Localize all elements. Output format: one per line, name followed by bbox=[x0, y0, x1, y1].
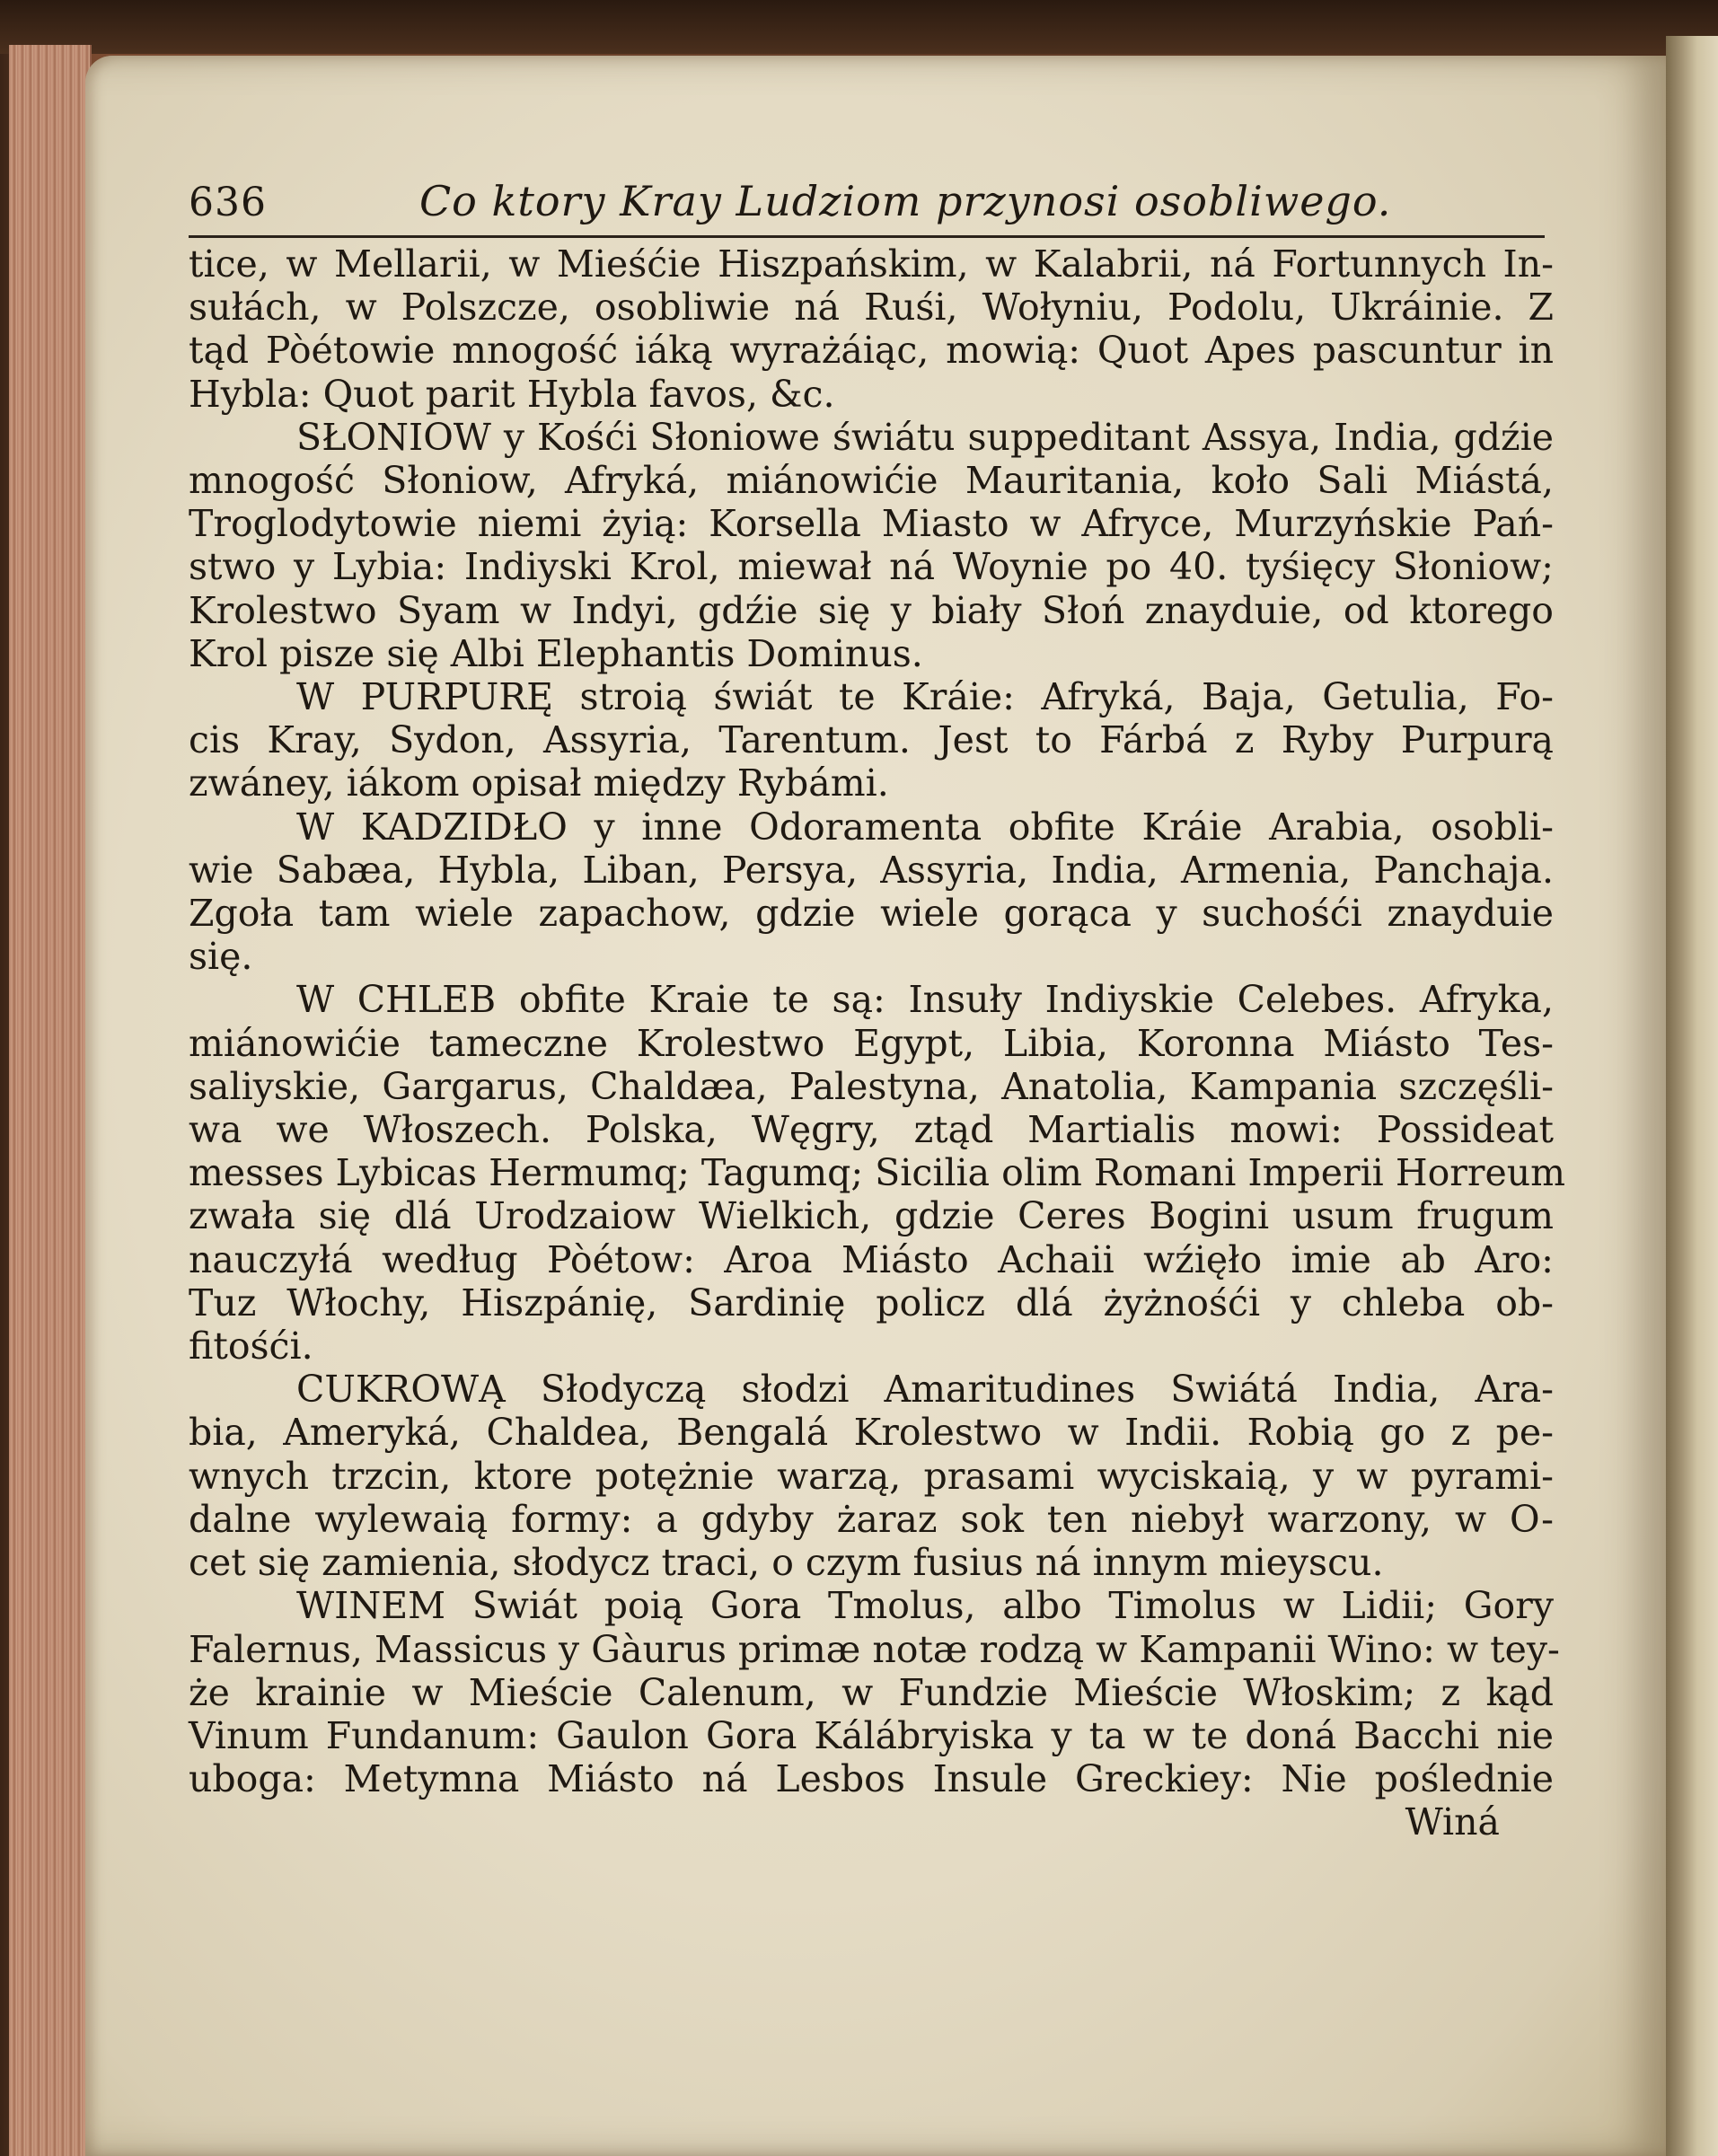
text-line: uboga: Metymna Miásto ná Lesbos Insule Greckiey: Nie poślednie bbox=[189, 1757, 1554, 1801]
text-line: W PURPURĘ stroią świát te Kráie: Afryká, Baja, Getulia, Fo- bbox=[296, 675, 1554, 719]
text-line: fitośći. bbox=[189, 1324, 313, 1368]
text-line: dalne wylewaią formy: a gdyby żaraz sok ten niebył warzony, w O- bbox=[189, 1497, 1554, 1541]
text-line: Hybla: Quot parit Hybla favos, &c. bbox=[189, 372, 835, 416]
text-line: mnogość Słoniow, Afryká, miánowićie Mauritania, koło Sali Miástá, bbox=[189, 459, 1554, 503]
text-line: zwała się dlá Urodzaiow Wielkich, gdzie Ceres Bogini usum frugum bbox=[189, 1194, 1554, 1238]
text-line: CUKROWĄ Słodyczą słodzi Amaritudines Swiátá India, Ara- bbox=[296, 1368, 1554, 1412]
text-line: Tuz Włochy, Hiszpánię, Sardinię policz dlá żyżnośći y chleba ob- bbox=[189, 1280, 1554, 1324]
text-line: Vinum Fundanum: Gaulon Gora Kálábryiska y ta w te doná Bacchi nie bbox=[189, 1713, 1554, 1757]
text-line: wnych trzcin, ktore potężnie warzą, prasami wyciskaią, y w pyrami- bbox=[189, 1454, 1554, 1498]
text-line: miánowićie tameczne Krolestwo Egypt, Libia, Koronna Miásto Tes- bbox=[189, 1021, 1554, 1065]
facing-page-edge bbox=[1666, 36, 1718, 2156]
text-line: wa we Włoszech. Polska, Węgry, ztąd Martialis mowi: Possideat bbox=[189, 1108, 1554, 1152]
text-line: Krolestwo Syam w Indyi, gdźie się y biały Słoń znayduie, od ktorego bbox=[189, 588, 1554, 632]
text-line: cet się zamienia, słodycz traci, o czym fusius ná innym mieyscu. bbox=[189, 1541, 1384, 1585]
text-line: Zgoła tam wiele zapachow, gdzie wiele gorąca y suchośći znayduie bbox=[189, 892, 1554, 936]
text-line: Krol pisze się Albi Elephantis Dominus. bbox=[189, 631, 923, 675]
text-line: zwáney, iákom opisał między Rybámi. bbox=[189, 761, 889, 805]
text-line: cis Kray, Sydon, Assyria, Tarentum. Jest to Fárbá z Ryby Purpurą bbox=[189, 718, 1554, 762]
text-line: nauczyłá według Pòétow: Aroa Miásto Achaii wźięło imie ab Aro: bbox=[189, 1237, 1554, 1281]
text-line: tąd Pòétowie mnogość iáką wyrażáiąc, mowią: Quot Apes pascuntur in bbox=[189, 329, 1554, 373]
header-rule bbox=[189, 235, 1545, 238]
body-text bbox=[189, 242, 1566, 1801]
page-edges bbox=[9, 45, 92, 2156]
text-line: się. bbox=[189, 935, 253, 979]
text-line: Troglodytowie niemi żyią: Korsella Miasto w Afryce, Murzyńskie Pań- bbox=[189, 502, 1554, 546]
text-line: WINEM Swiát poią Gora Tmolus, albo Timolus w Lidii; Gory bbox=[296, 1584, 1554, 1628]
background-shadow bbox=[0, 0, 1718, 54]
text-line: sułách, w Polszcze, osobliwie ná Ruśi, Wołyniu, Podolu, Ukráinie. Z bbox=[189, 286, 1554, 330]
text-line: messes Lybicas Hermumq; Tagumq; Sicilia olim Romani Imperii Horreum bbox=[189, 1151, 1566, 1195]
text-line: wie Sabæa, Hybla, Liban, Persya, Assyria, India, Armenia, Panchaja. bbox=[189, 848, 1554, 892]
text-line: W CHLEB obfite Kraie te są: Insuły Indiyskie Celebes. Afryka, bbox=[296, 978, 1554, 1022]
catchword: Winá bbox=[1405, 1800, 1500, 1844]
text-line: W KADZIDŁO y inne Odoramenta obfite Kráie Arabia, osobli- bbox=[296, 805, 1554, 849]
text-line: Falernus, Massicus y Gàurus primæ notæ rodzą w Kampanii Wino: w tey- bbox=[189, 1627, 1560, 1671]
text-line: stwo y Lybia: Indiyski Krol, miewał ná Woynie po 40. tyśięcy Słoniow; bbox=[189, 545, 1554, 589]
running-title: Co ktory Kray Ludziom przynosi osobliwego. bbox=[418, 177, 1392, 225]
text-line: tice, w Mellarii, w Mieśćie Hiszpańskim, w Kalabrii, ná Fortunnych In- bbox=[189, 242, 1554, 286]
page-header bbox=[189, 177, 1554, 237]
text-line: że krainie w Mieście Calenum, w Fundzie Mieście Włoskim; z kąd bbox=[189, 1670, 1554, 1714]
text-line: saliyskie, Gargarus, Chaldæa, Palestyna, Anatolia, Kampania szczęśli- bbox=[189, 1064, 1554, 1108]
page-text bbox=[189, 177, 1566, 1844]
text-line: bia, Ameryká, Chaldea, Bengalá Krolestwo w Indii. Robią go z pe- bbox=[189, 1411, 1554, 1455]
text-line: SŁONIOW y Kośći Słoniowe świátu suppeditant Assya, India, gdźie bbox=[296, 415, 1554, 459]
page-number: 636 bbox=[189, 180, 267, 225]
